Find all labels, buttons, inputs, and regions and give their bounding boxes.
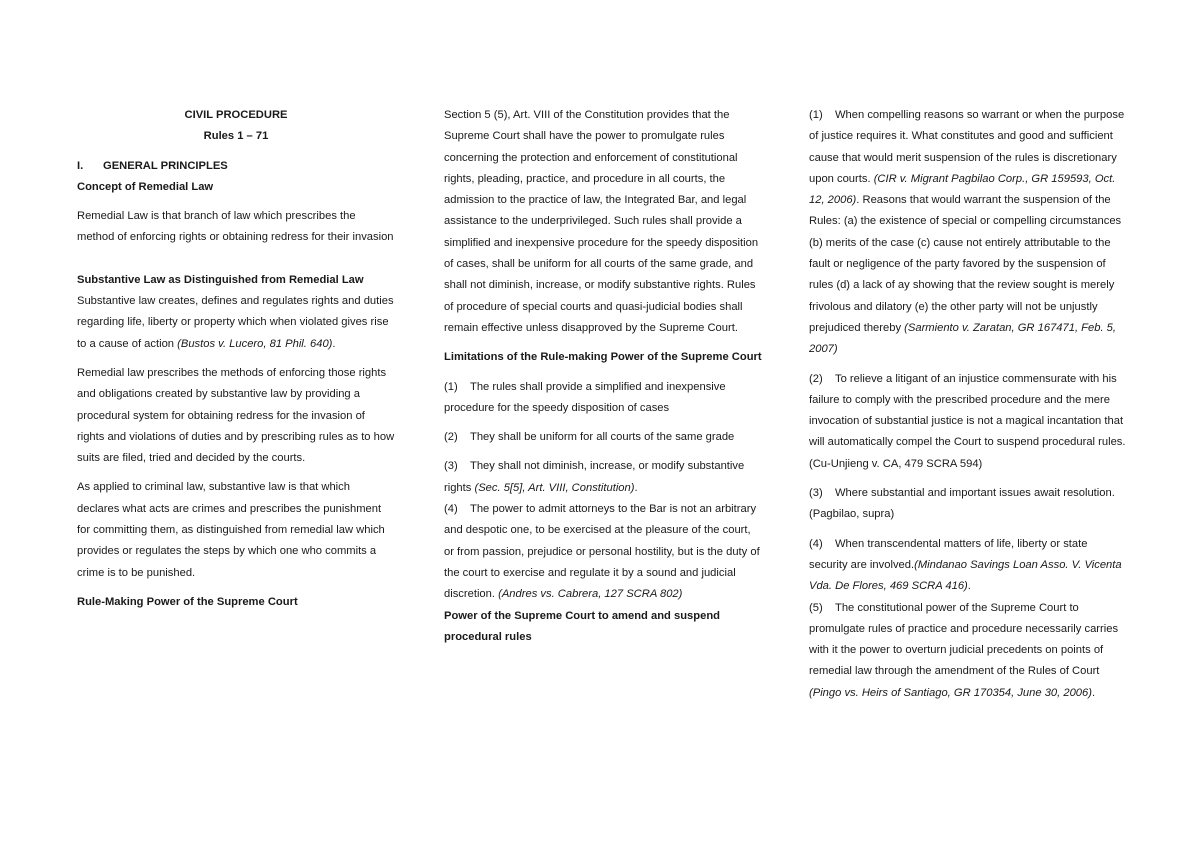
section-title: GENERAL PRINCIPLES	[103, 159, 228, 172]
concept-heading: Concept of Remedial Law	[77, 180, 214, 193]
limitations-heading: Limitations of the Rule-making Power of the Supreme Court	[444, 351, 762, 364]
amend-item: (3) Where substantial and important issues await resolution. (Pagbilao, supra)	[809, 487, 1115, 521]
substantive-text: Substantive law creates, defines and regulates rights and duties regarding life, liberty or property which when violated gives rise to a cause of action	[77, 295, 394, 350]
concept-paragraph: Remedial Law is that branch of law which prescribes the method of enforcing rights or obtaining redress for their invasion	[77, 210, 394, 244]
amend-item: (1) When compelling reasons so warrant or when the purpose of justice requires it. What constitutes and good and sufficient cause that would merit suspension of the rules is discretionary upon courts. (CIR v. Migrant Pagbilao Corp., GR 159593, Oct. 12, 2006). Reasons that would warrant the suspension of the Rules: (a) the existence of special or compelling circumstances (b) merits of the case (c) cause not entirely attributable to the fault or negligence of the party favored by the suspension of rules (d) a lack of ay showing that the review sought is merely frivolous and dilatory (e) the other party will not be unjustly prejudiced thereby (Sarmiento v. Zaratan, GR 167471, Feb. 5, 2007)	[809, 109, 1125, 356]
amend-item: (5) The constitutional power of the Supreme Court to promulgate rules of practice and procedure necessarily carries with it the power to overturn judicial precedents on points of remedial law through the amendment of the Rules of Court (Pingo vs. Heirs of Santiago, GR 170354, June 30, 2006).	[809, 601, 1119, 699]
section-heading	[77, 156, 395, 177]
limitation-item: (3) They shall not diminish, increase, or modify substantive rights (Sec. 5[5], Art. VIII, Constitution).	[444, 460, 745, 494]
section-number: I.	[77, 159, 84, 172]
substantive-paragraph	[77, 291, 395, 355]
substantive-end: .	[332, 337, 336, 350]
remedial-paragraph: Remedial law prescribes the methods of enforcing those rights and obligations created by substantive law by providing a procedural system for obtaining redress for the invasion of rights and violations of duties and by prescribing rules as to how suits are filed, tried and decided by the courts.	[77, 366, 395, 465]
document-subtitle: Rules 1 – 71	[203, 130, 269, 143]
section5-paragraph: Section 5 (5), Art. VIII of the Constitution provides that the Supreme Court shall have the power to promulgate rules concerning the protection and enforcement of constitutional rights, pleading, practice, and procedure in all courts, the admission to the practice of law, the Integrated Bar, and legal assistance to the underprivileged. Such rules shall provide a simplified and inexpensive procedure for the speedy disposition of cases, shall be uniform for all courts of the same grade, and shall not diminish, increase, or modify substantive rights. Rules of procedure of special courts and quasi-judicial bodies shall remain effective unless disapproved by the Supreme Court.	[444, 109, 759, 334]
rulemaking-heading: Rule-Making Power of the Supreme Court	[77, 595, 298, 608]
amend-item: (4) When transcendental matters of life, liberty or state security are involved.(Mindanao Savings Loan Asso. V. Vicenta Vda. De Flores, 469 SCRA 416).	[809, 537, 1122, 593]
amend-item: (2) To relieve a litigant of an injustice commensurate with his failure to comply with the prescribed procedure and the mere invocation of substantial justice is not a magical incantation that will automatically compel the Court to suspend procedural rules. (Cu-Unjieng v. CA, 479 SCRA 594)	[809, 372, 1126, 470]
substantive-citation: (Bustos v. Lucero, 81 Phil. 640)	[177, 337, 333, 350]
limitation-item: (4) The power to admit attorneys to the Bar is not an arbitrary and despotic one, to be exercised at the pleasure of the court, or from passion, prejudice or personal hostility, but is the duty of the court to exercise and regulate it by a sound and judicial discretion. (Andres vs. Cabrera, 127 SCRA 802)	[444, 503, 760, 601]
column-1	[77, 105, 395, 613]
document-title: CIVIL PROCEDURE	[184, 109, 288, 121]
limitation-item: (1) The rules shall provide a simplified and inexpensive procedure for the speedy disposition of cases	[444, 380, 726, 414]
column-2	[444, 105, 762, 648]
criminal-paragraph: As applied to criminal law, substantive law is that which declares what acts are crimes and prescribes the punishment for committing them, as distinguished from remedial law which provides or regulates the steps by which one who commits a crime is to be punished.	[77, 481, 385, 579]
column-3	[809, 105, 1127, 704]
limitation-item: (2) They shall be uniform for all courts of the same grade	[444, 431, 735, 444]
substantive-heading: Substantive Law as Distinguished from Remedial Law	[77, 273, 364, 286]
amend-heading: Power of the Supreme Court to amend and suspend procedural rules	[444, 609, 720, 643]
